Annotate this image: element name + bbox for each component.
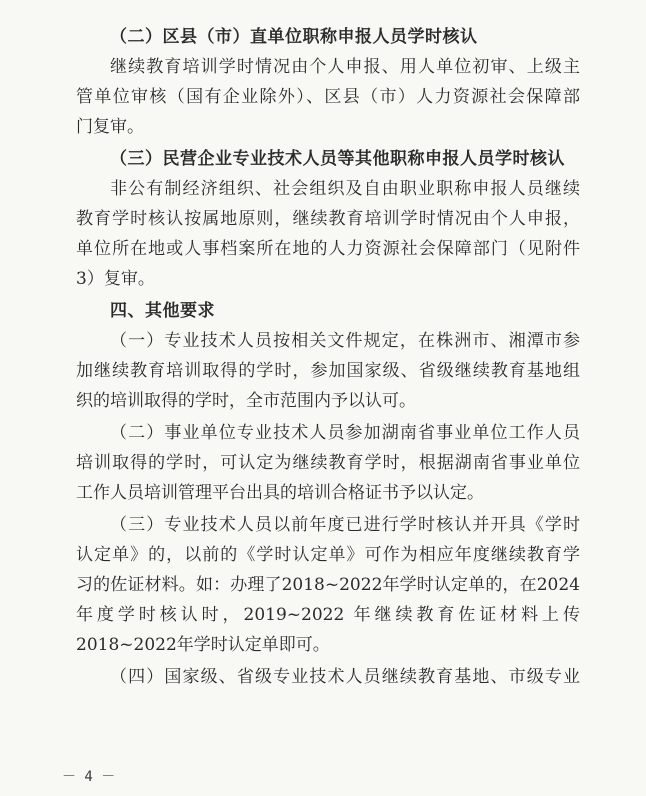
section3-line-2: 教育学时核认按属地原则，继续教育培训学时情况由个人申报， bbox=[76, 209, 580, 229]
section2-line-1: 继续教育培训学时情况由个人申报、用人单位初审、上级主 bbox=[110, 57, 580, 77]
page-number: － 4 － bbox=[62, 769, 116, 785]
section3-line-4: 3）复审。 bbox=[76, 269, 155, 289]
section2-line-3: 门复审。 bbox=[76, 117, 144, 137]
item4-line-1: （四）国家级、省级专业技术人员继续教育基地、市级专业 bbox=[110, 667, 580, 687]
part4-heading: 四、其他要求 bbox=[110, 301, 215, 321]
item2-line-3: 工作人员培训管理平台出具的培训合格证书予以认定。 bbox=[76, 483, 484, 503]
section2-line-2: 管单位审核（国有企业除外）、区县（市）人力资源社会保障部 bbox=[76, 87, 580, 107]
item1-line-1: （一）专业技术人员按相关文件规定，在株洲市、湘潭市参 bbox=[110, 331, 580, 351]
item1-line-3: 织的培训取得的学时，全市范围内予以认可。 bbox=[76, 391, 416, 411]
document-body bbox=[76, 22, 580, 692]
item2-line-2: 培训取得的学时，可认定为继续教育学时，根据湖南省事业单位 bbox=[76, 453, 580, 473]
item3-line-1: （三）专业技术人员以前年度已进行学时核认并开具《学时 bbox=[110, 515, 580, 535]
section3-heading: （三）民营企业专业技术人员等其他职称申报人员学时核认 bbox=[110, 149, 565, 169]
section2-heading: （二）区县（市）直单位职称申报人员学时核认 bbox=[110, 27, 478, 47]
item3-line-2: 认定单》的，以前的《学时认定单》可作为相应年度继续教育学 bbox=[76, 545, 580, 565]
section3-line-1: 非公有制经济组织、社会组织及自由职业职称申报人员继续 bbox=[110, 179, 580, 199]
section3-line-3: 单位所在地或人事档案所在地的人力资源社会保障部门（见附件 bbox=[76, 239, 580, 259]
item3-line-4: 年度学时核认时，2019~2022 年继续教育佐证材料上传 bbox=[76, 605, 580, 625]
item3-line-3: 习的佐证材料。如：办理了2018~2022年学时认定单的，在2024 bbox=[76, 575, 580, 595]
item1-line-2: 加继续教育培训取得的学时，参加国家级、省级继续教育基地组 bbox=[76, 361, 580, 381]
item3-line-5: 2018~2022年学时认定单即可。 bbox=[76, 635, 330, 655]
item2-line-1: （二）事业单位专业技术人员参加湖南省事业单位工作人员 bbox=[110, 423, 580, 443]
